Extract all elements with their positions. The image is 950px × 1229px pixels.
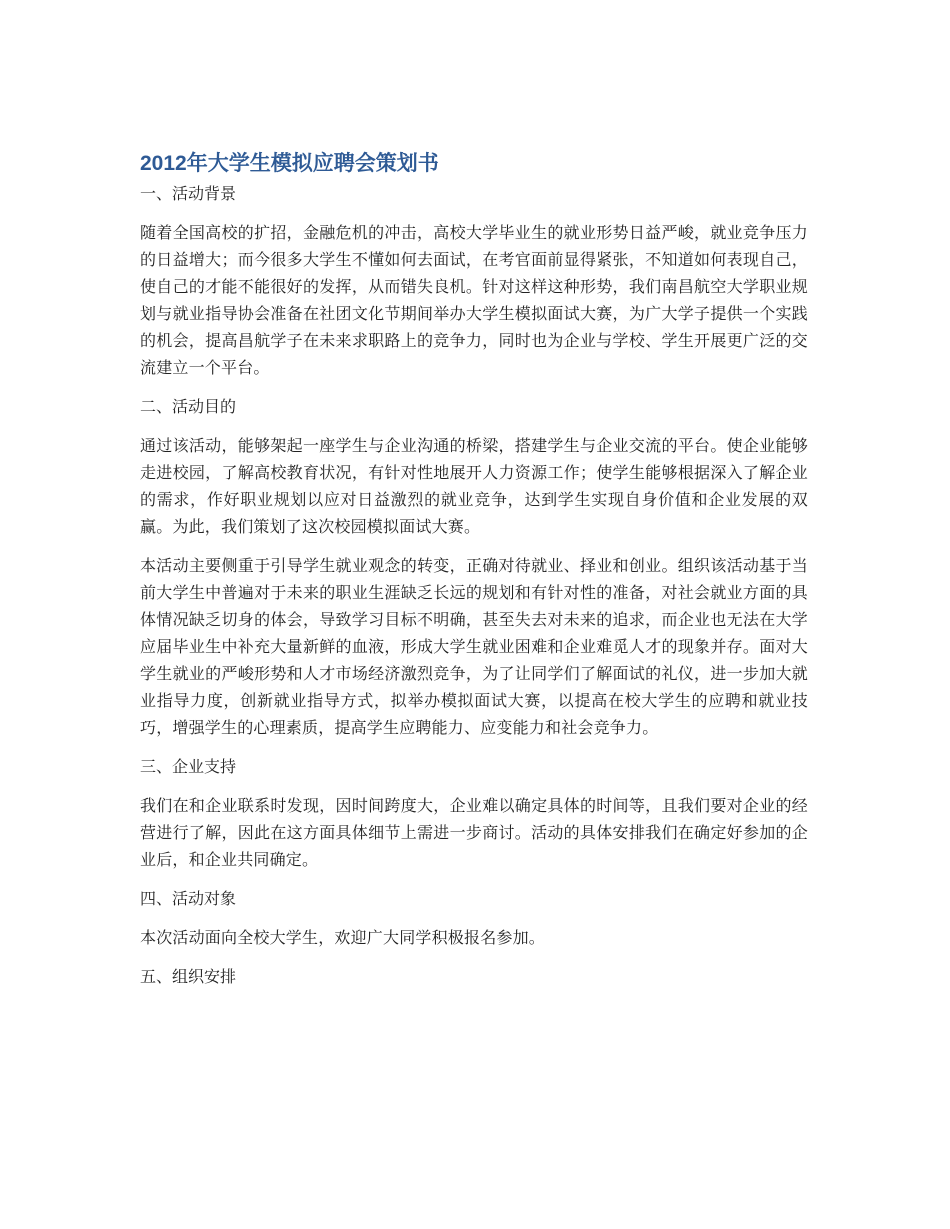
section-heading-audience: 四、活动对象 [140, 889, 237, 908]
document-page [140, 148, 808, 990]
paragraph-audience: 本次活动面向全校大学生，欢迎广大同学积极报名参加。 [140, 928, 546, 947]
paragraph-background: 随着全国高校的扩招，金融危机的冲击，高校大学毕业生的就业形势日益严峻，就业竞争压力的日益增大；而今很多大学生不懂如何去面试，在考官面前显得紧张，不知道如何表现自己，使自己的才能不能很好的发挥，从而错失良机。针对这样这种形势，我们南昌航空大学职业规划与就业指导协会准备在社团文化节期间举办大学生模拟面试大赛，为广大学子提供一个实践的机会，提高昌航学子在未来求职路上的竞争力，同时也为企业与学校、学生开展更广泛的交流建立一个平台。 [140, 223, 808, 377]
section-heading-purpose: 二、活动目的 [140, 397, 237, 416]
section-heading-support: 三、企业支持 [140, 757, 237, 776]
section-heading-organization: 五、组织安排 [140, 967, 237, 986]
paragraph-support: 我们在和企业联系时发现，因时间跨度大，企业难以确定具体的时间等，且我们要对企业的经营进行了解，因此在这方面具体细节上需进一步商讨。活动的具体安排我们在确定好参加的企业后，和企业共同确定。 [140, 796, 808, 869]
paragraph-purpose-2: 本活动主要侧重于引导学生就业观念的转变，正确对待就业、择业和创业。组织该活动基于当前大学生中普遍对于未来的职业生涯缺乏长远的规划和有针对性的准备，对社会就业方面的具体情况缺乏切身的体会，导致学习目标不明确，甚至失去对未来的追求，而企业也无法在大学应届毕业生中补充大量新鲜的血液，形成大学生就业困难和企业难觅人才的现象并存。面对大学生就业的严峻形势和人才市场经济激烈竞争，为了让同学们了解面试的礼仪，进一步加大就业指导力度，创新就业指导方式，拟举办模拟面试大赛，以提高在校大学生的应聘和就业技巧，增强学生的心理素质，提高学生应聘能力、应变能力和社会竞争力。 [140, 556, 808, 737]
section-heading-background: 一、活动背景 [140, 184, 237, 203]
paragraph-purpose-1: 通过该活动，能够架起一座学生与企业沟通的桥梁，搭建学生与企业交流的平台。使企业能够走进校园，了解高校教育状况，有针对性地展开人力资源工作；使学生能够根据深入了解企业的需求，作好职业规划以应对日益激烈的就业竞争，达到学生实现自身价值和企业发展的双赢。为此，我们策划了这次校园模拟面试大赛。 [140, 436, 808, 536]
document-title: 2012年大学生模拟应聘会策划书 [140, 152, 439, 175]
